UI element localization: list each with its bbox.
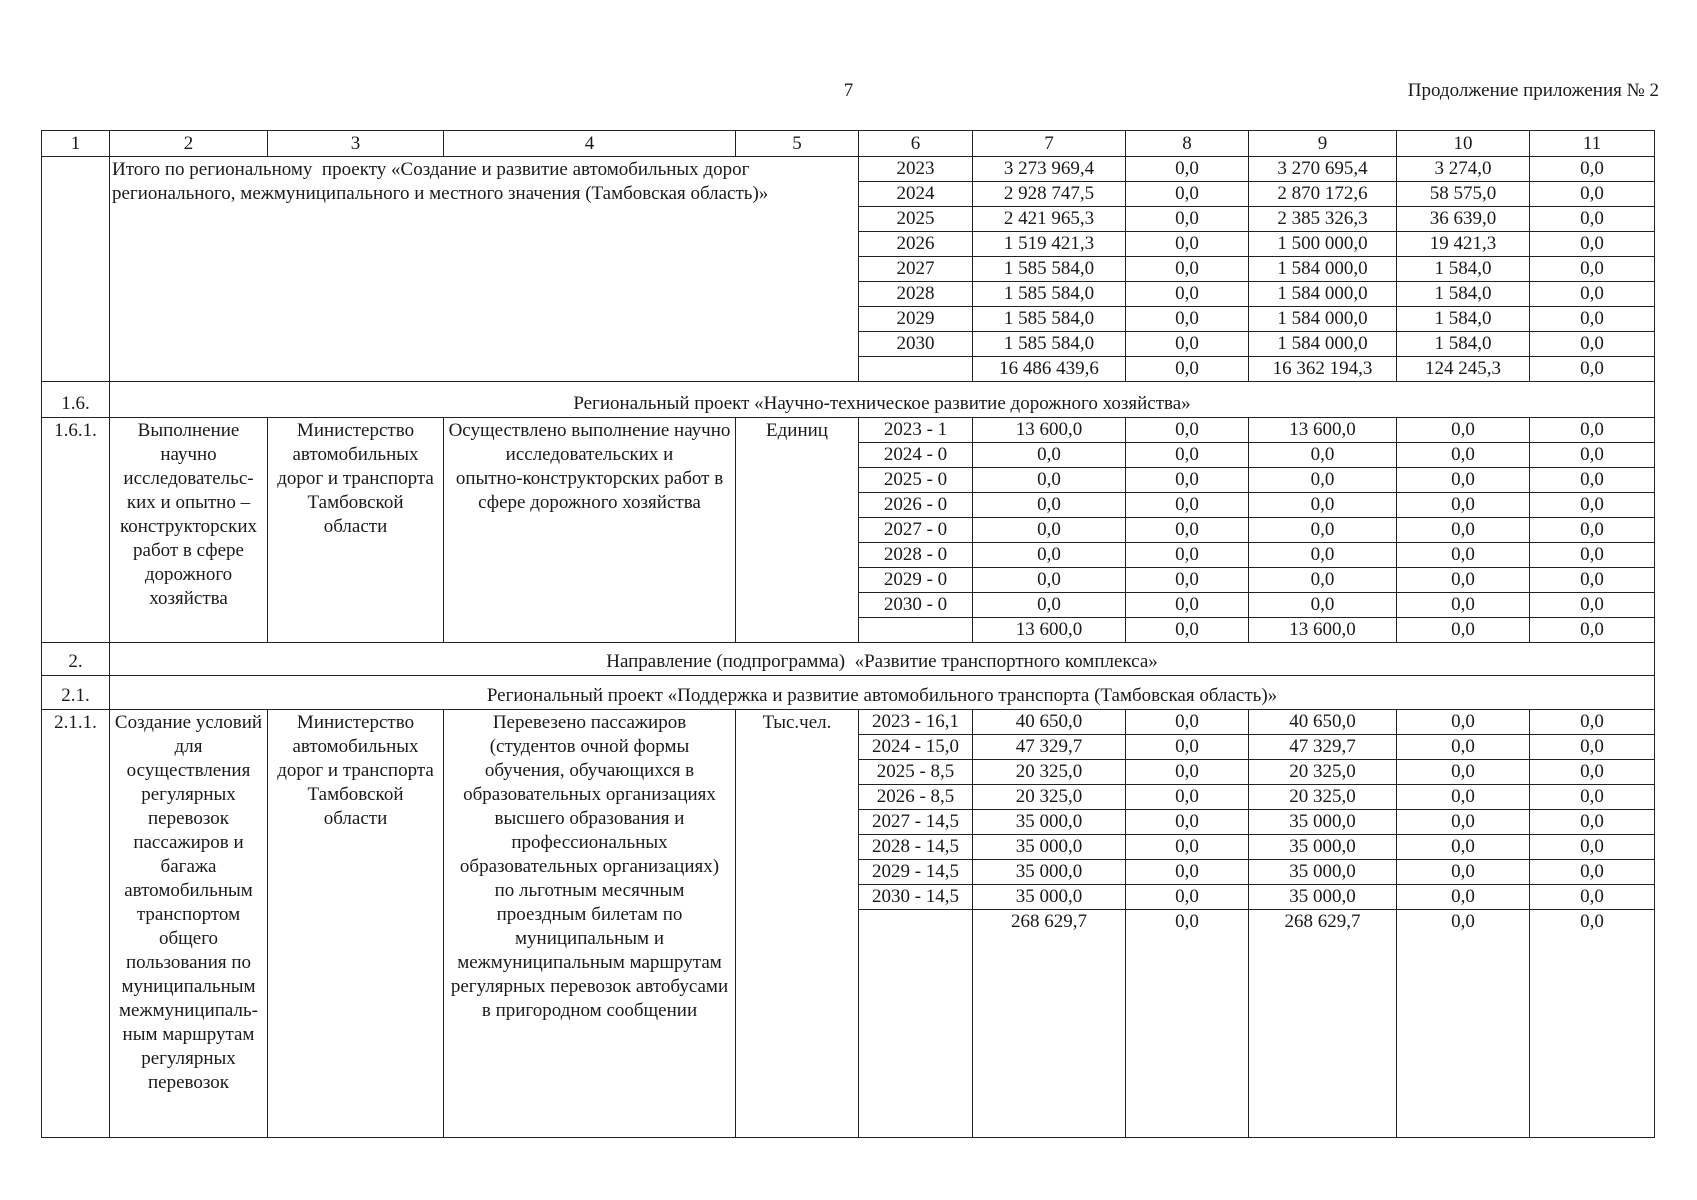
column-number: 8 <box>1126 131 1249 157</box>
amount-col7-cell: 1 585 584,0 <box>973 307 1126 332</box>
amount-col10-cell: 0,0 <box>1397 468 1530 493</box>
amount-col8-cell: 0,0 <box>1126 860 1249 885</box>
amount-col10-cell: 0,0 <box>1397 710 1530 735</box>
amount-col8-cell: 0,0 <box>1126 593 1249 618</box>
amount-col11-cell: 0,0 <box>1530 182 1655 207</box>
continuation-note: Продолжение приложения № 2 <box>1407 80 1659 101</box>
year-cell: 2029 <box>859 307 973 332</box>
amount-col10-cell: 1 584,0 <box>1397 307 1530 332</box>
year-cell: 2024 - 15,0 <box>859 735 973 760</box>
amount-col7-cell: 3 273 969,4 <box>973 157 1126 182</box>
amount-col11-cell: 0,0 <box>1530 207 1655 232</box>
amount-col7-cell: 2 928 747,5 <box>973 182 1126 207</box>
section-row <box>42 643 1655 676</box>
amount-col9-cell: 1 584 000,0 <box>1249 282 1397 307</box>
amount-col11-cell: 0,0 <box>1530 493 1655 518</box>
amount-col11-cell: 0,0 <box>1530 760 1655 785</box>
amount-col11-cell: 0,0 <box>1530 735 1655 760</box>
total-year-blank-cell <box>859 910 973 1138</box>
year-cell: 2030 - 0 <box>859 593 973 618</box>
amount-col8-cell: 0,0 <box>1126 468 1249 493</box>
amount-col11-cell: 0,0 <box>1530 860 1655 885</box>
amount-col8-cell: 0,0 <box>1126 568 1249 593</box>
table-row <box>42 418 1655 443</box>
amount-col8-cell: 0,0 <box>1126 443 1249 468</box>
year-cell: 2030 - 14,5 <box>859 885 973 910</box>
amount-col8-cell: 0,0 <box>1126 332 1249 357</box>
amount-col7-cell: 47 329,7 <box>973 735 1126 760</box>
amount-col9-cell: 3 270 695,4 <box>1249 157 1397 182</box>
amount-col11-cell: 0,0 <box>1530 785 1655 810</box>
total-amount-col10-cell: 0,0 <box>1397 618 1530 643</box>
amount-col11-cell: 0,0 <box>1530 282 1655 307</box>
item-number: 1.6.1. <box>42 418 110 643</box>
amount-col10-cell: 3 274,0 <box>1397 157 1530 182</box>
amount-col9-cell: 0,0 <box>1249 493 1397 518</box>
total-amount-col8-cell: 0,0 <box>1126 910 1249 1138</box>
amount-col9-cell: 20 325,0 <box>1249 760 1397 785</box>
amount-col11-cell: 0,0 <box>1530 418 1655 443</box>
total-amount-col10-cell: 124 245,3 <box>1397 357 1530 382</box>
amount-col10-cell: 1 584,0 <box>1397 257 1530 282</box>
amount-col11-cell: 0,0 <box>1530 835 1655 860</box>
total-amount-col10-cell: 0,0 <box>1397 910 1530 1138</box>
column-number: 7 <box>973 131 1126 157</box>
indicator-text: Осуществлено выполнение научно исследовательских и опытно-конструкторских работ в сфере дорожного хозяйства <box>444 418 736 643</box>
total-amount-col11-cell: 0,0 <box>1530 910 1655 1138</box>
amount-col7-cell: 0,0 <box>973 593 1126 618</box>
total-amount-col7-cell: 268 629,7 <box>973 910 1126 1138</box>
amount-col7-cell: 1 519 421,3 <box>973 232 1126 257</box>
year-cell: 2027 - 0 <box>859 518 973 543</box>
amount-col8-cell: 0,0 <box>1126 835 1249 860</box>
amount-col7-cell: 0,0 <box>973 468 1126 493</box>
amount-col9-cell: 1 584 000,0 <box>1249 307 1397 332</box>
year-cell: 2027 - 14,5 <box>859 810 973 835</box>
amount-col10-cell: 0,0 <box>1397 418 1530 443</box>
amount-col11-cell: 0,0 <box>1530 568 1655 593</box>
amount-col9-cell: 20 325,0 <box>1249 785 1397 810</box>
total-amount-col9-cell: 268 629,7 <box>1249 910 1397 1138</box>
row-number-cell <box>42 157 110 382</box>
amount-col11-cell: 0,0 <box>1530 468 1655 493</box>
amount-col9-cell: 0,0 <box>1249 568 1397 593</box>
amount-col10-cell: 19 421,3 <box>1397 232 1530 257</box>
section-title: Региональный проект «Поддержка и развитие автомобильного транспорта (Тамбовская область)» <box>110 676 1655 710</box>
total-amount-col11-cell: 0,0 <box>1530 618 1655 643</box>
year-cell: 2024 <box>859 182 973 207</box>
amount-col9-cell: 0,0 <box>1249 443 1397 468</box>
amount-col8-cell: 0,0 <box>1126 232 1249 257</box>
amount-col9-cell: 35 000,0 <box>1249 835 1397 860</box>
amount-col7-cell: 0,0 <box>973 443 1126 468</box>
amount-col8-cell: 0,0 <box>1126 785 1249 810</box>
total-amount-col7-cell: 16 486 439,6 <box>973 357 1126 382</box>
amount-col9-cell: 35 000,0 <box>1249 810 1397 835</box>
column-number: 11 <box>1530 131 1655 157</box>
year-cell: 2025 - 8,5 <box>859 760 973 785</box>
total-amount-col11-cell: 0,0 <box>1530 357 1655 382</box>
amount-col8-cell: 0,0 <box>1126 735 1249 760</box>
amount-col10-cell: 0,0 <box>1397 735 1530 760</box>
amount-col11-cell: 0,0 <box>1530 157 1655 182</box>
amount-col7-cell: 20 325,0 <box>973 760 1126 785</box>
activity-name: Выполнение научно исследовательс- ких и опытно – конструкторских работ в сфере дорожного хозяйства <box>110 418 268 643</box>
amount-col8-cell: 0,0 <box>1126 493 1249 518</box>
total-year-blank-cell <box>859 618 973 643</box>
amount-col7-cell: 1 585 584,0 <box>973 332 1126 357</box>
amount-col7-cell: 35 000,0 <box>973 810 1126 835</box>
amount-col7-cell: 35 000,0 <box>973 885 1126 910</box>
year-cell: 2028 - 14,5 <box>859 835 973 860</box>
year-cell: 2024 - 0 <box>859 443 973 468</box>
amount-col8-cell: 0,0 <box>1126 182 1249 207</box>
amount-col8-cell: 0,0 <box>1126 710 1249 735</box>
amount-col10-cell: 0,0 <box>1397 593 1530 618</box>
total-amount-col7-cell: 13 600,0 <box>973 618 1126 643</box>
amount-col9-cell: 2 385 326,3 <box>1249 207 1397 232</box>
amount-col7-cell: 20 325,0 <box>973 785 1126 810</box>
amount-col10-cell: 0,0 <box>1397 760 1530 785</box>
executor-name: Министерство автомобильных дорог и транспорта Тамбовской области <box>268 418 444 643</box>
amount-col7-cell: 35 000,0 <box>973 835 1126 860</box>
indicator-text: Перевезено пассажиров (студентов очной формы обучения, обучающихся в образовательных организациях высшего образования и профессиональных образовательных организациях) по льготным месячным проездным билетам по муниципальным и межмуниципальным маршрутам регулярных перевозок автобусами в пригородном сообщении <box>444 710 736 1138</box>
amount-col8-cell: 0,0 <box>1126 760 1249 785</box>
amount-col7-cell: 13 600,0 <box>973 418 1126 443</box>
unit-of-measure: Единиц <box>736 418 859 643</box>
amount-col10-cell: 0,0 <box>1397 443 1530 468</box>
amount-col10-cell: 0,0 <box>1397 518 1530 543</box>
total-amount-col9-cell: 16 362 194,3 <box>1249 357 1397 382</box>
amount-col11-cell: 0,0 <box>1530 810 1655 835</box>
amount-col9-cell: 2 870 172,6 <box>1249 182 1397 207</box>
table-row <box>42 157 1655 182</box>
amount-col7-cell: 0,0 <box>973 493 1126 518</box>
year-cell: 2029 - 0 <box>859 568 973 593</box>
section-number: 1.6. <box>42 382 110 418</box>
column-number: 10 <box>1397 131 1530 157</box>
total-amount-col9-cell: 13 600,0 <box>1249 618 1397 643</box>
amount-col10-cell: 0,0 <box>1397 810 1530 835</box>
year-cell: 2028 - 0 <box>859 543 973 568</box>
section-title: Направление (подпрограмма) «Развитие транспортного комплекса» <box>110 643 1655 676</box>
amount-col9-cell: 0,0 <box>1249 543 1397 568</box>
amount-col7-cell: 1 585 584,0 <box>973 282 1126 307</box>
amount-col10-cell: 1 584,0 <box>1397 332 1530 357</box>
amount-col7-cell: 2 421 965,3 <box>973 207 1126 232</box>
year-cell: 2025 <box>859 207 973 232</box>
amount-col9-cell: 0,0 <box>1249 518 1397 543</box>
amount-col8-cell: 0,0 <box>1126 282 1249 307</box>
amount-col9-cell: 1 584 000,0 <box>1249 257 1397 282</box>
amount-col7-cell: 0,0 <box>973 568 1126 593</box>
amount-col9-cell: 47 329,7 <box>1249 735 1397 760</box>
column-number: 9 <box>1249 131 1397 157</box>
section-number: 2. <box>42 643 110 676</box>
column-number-row <box>42 131 1655 157</box>
amount-col7-cell: 0,0 <box>973 543 1126 568</box>
amount-col11-cell: 0,0 <box>1530 593 1655 618</box>
amount-col8-cell: 0,0 <box>1126 207 1249 232</box>
amount-col7-cell: 35 000,0 <box>973 860 1126 885</box>
amount-col9-cell: 35 000,0 <box>1249 885 1397 910</box>
amount-col10-cell: 0,0 <box>1397 835 1530 860</box>
amount-col8-cell: 0,0 <box>1126 885 1249 910</box>
total-amount-col8-cell: 0,0 <box>1126 357 1249 382</box>
page-number: 7 <box>843 80 854 101</box>
amount-col8-cell: 0,0 <box>1126 543 1249 568</box>
year-cell: 2023 - 16,1 <box>859 710 973 735</box>
amount-col10-cell: 1 584,0 <box>1397 282 1530 307</box>
amount-col11-cell: 0,0 <box>1530 232 1655 257</box>
year-cell: 2026 <box>859 232 973 257</box>
column-number: 5 <box>736 131 859 157</box>
amount-col11-cell: 0,0 <box>1530 307 1655 332</box>
column-number: 1 <box>42 131 110 157</box>
amount-col10-cell: 0,0 <box>1397 568 1530 593</box>
column-number: 2 <box>110 131 268 157</box>
amount-col9-cell: 1 500 000,0 <box>1249 232 1397 257</box>
year-cell: 2029 - 14,5 <box>859 860 973 885</box>
column-number: 3 <box>268 131 444 157</box>
total-year-blank-cell <box>859 357 973 382</box>
column-number: 4 <box>444 131 736 157</box>
section-row <box>42 382 1655 418</box>
unit-of-measure: Тыс.чел. <box>736 710 859 1138</box>
amount-col9-cell: 0,0 <box>1249 468 1397 493</box>
amount-col11-cell: 0,0 <box>1530 332 1655 357</box>
year-cell: 2028 <box>859 282 973 307</box>
project-total-label: Итого по региональному проекту «Создание и развитие автомобильных дорог регионального, межмуниципального и местного значения (Тамбовская область)» <box>110 157 859 382</box>
amount-col9-cell: 35 000,0 <box>1249 860 1397 885</box>
amount-col7-cell: 40 650,0 <box>973 710 1126 735</box>
year-cell: 2023 - 1 <box>859 418 973 443</box>
amount-col10-cell: 0,0 <box>1397 543 1530 568</box>
amount-col11-cell: 0,0 <box>1530 518 1655 543</box>
amount-col11-cell: 0,0 <box>1530 885 1655 910</box>
amount-col7-cell: 1 585 584,0 <box>973 257 1126 282</box>
amount-col9-cell: 1 584 000,0 <box>1249 332 1397 357</box>
amount-col8-cell: 0,0 <box>1126 518 1249 543</box>
total-amount-col8-cell: 0,0 <box>1126 618 1249 643</box>
amount-col8-cell: 0,0 <box>1126 257 1249 282</box>
amount-col10-cell: 0,0 <box>1397 493 1530 518</box>
amount-col10-cell: 0,0 <box>1397 785 1530 810</box>
amount-col8-cell: 0,0 <box>1126 307 1249 332</box>
section-row <box>42 676 1655 710</box>
amount-col7-cell: 0,0 <box>973 518 1126 543</box>
column-number: 6 <box>859 131 973 157</box>
executor-name: Министерство автомобильных дорог и транспорта Тамбовской области <box>268 710 444 1138</box>
amount-col11-cell: 0,0 <box>1530 443 1655 468</box>
amount-col10-cell: 36 639,0 <box>1397 207 1530 232</box>
amount-col10-cell: 0,0 <box>1397 885 1530 910</box>
section-title: Региональный проект «Научно-техническое развитие дорожного хозяйства» <box>110 382 1655 418</box>
item-number: 2.1.1. <box>42 710 110 1138</box>
amount-col9-cell: 13 600,0 <box>1249 418 1397 443</box>
amount-col9-cell: 40 650,0 <box>1249 710 1397 735</box>
table-row <box>42 710 1655 735</box>
appendix-table <box>41 130 1655 1138</box>
amount-col8-cell: 0,0 <box>1126 157 1249 182</box>
amount-col11-cell: 0,0 <box>1530 710 1655 735</box>
year-cell: 2027 <box>859 257 973 282</box>
amount-col10-cell: 58 575,0 <box>1397 182 1530 207</box>
year-cell: 2026 - 0 <box>859 493 973 518</box>
amount-col8-cell: 0,0 <box>1126 810 1249 835</box>
amount-col10-cell: 0,0 <box>1397 860 1530 885</box>
activity-name: Создание условий для осуществления регулярных перевозок пассажиров и багажа автомобильным транспортом общего пользования по муниципальным межмуниципаль- ным маршрутам регулярных перевозок <box>110 710 268 1138</box>
amount-col8-cell: 0,0 <box>1126 418 1249 443</box>
year-cell: 2025 - 0 <box>859 468 973 493</box>
amount-col11-cell: 0,0 <box>1530 543 1655 568</box>
section-number: 2.1. <box>42 676 110 710</box>
amount-col9-cell: 0,0 <box>1249 593 1397 618</box>
year-cell: 2026 - 8,5 <box>859 785 973 810</box>
amount-col11-cell: 0,0 <box>1530 257 1655 282</box>
year-cell: 2030 <box>859 332 973 357</box>
year-cell: 2023 <box>859 157 973 182</box>
